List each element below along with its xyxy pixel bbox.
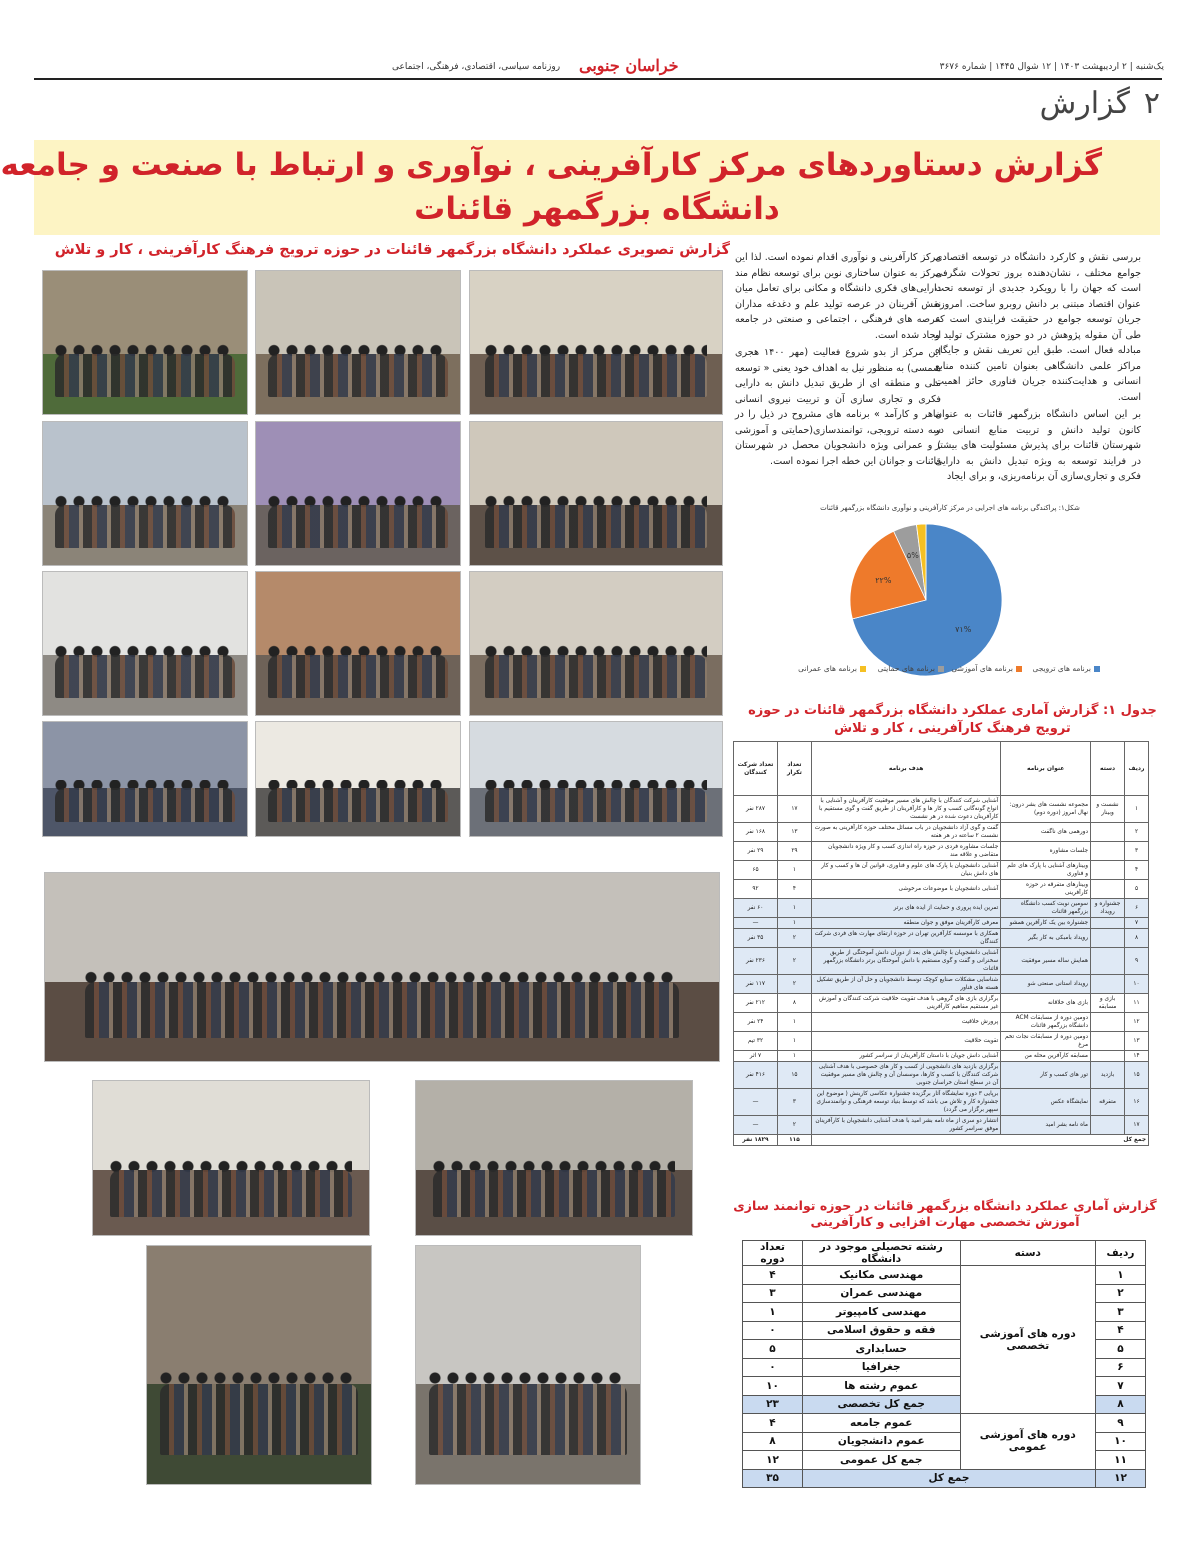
table-cell-people: —: [734, 918, 778, 929]
table-header-cell: تعداد شرکت کنندگان: [734, 742, 778, 796]
photo-courtyard-evening: [146, 1245, 372, 1485]
table-header-cell: عنوان برنامه: [1001, 742, 1091, 796]
table-row: [734, 1062, 1149, 1089]
article-column-1: [935, 250, 1141, 487]
photo-crowd: [55, 354, 235, 397]
table-cell-field: مهندسی عمران: [803, 1284, 961, 1303]
table-cell-n: ۱۲: [1125, 1013, 1149, 1032]
category-specialized: دوره های آموزشی تخصصی: [960, 1266, 1095, 1414]
table2-title: گزارش آماری عملکرد دانشگاه بزرگمهر قائنات در حوزه توانمند سازی آموزش تخصصی مهارت افزایی و کارآفرینی: [733, 1198, 1157, 1229]
table-cell-cat: [1091, 918, 1125, 929]
photo-crowd: [55, 505, 235, 548]
table-cell-row-number: ۳: [1096, 1303, 1146, 1322]
table-cell-cat: نشست و وبینار: [1091, 796, 1125, 823]
table-cell-n: ۱۳: [1125, 1032, 1149, 1051]
table-cell-count: ۴: [743, 1414, 803, 1433]
total-reps: ۱۱۵: [777, 1135, 811, 1146]
section-name: گزارش: [1039, 86, 1130, 121]
table-cell-n: ۱: [1125, 796, 1149, 823]
table-cell-field: جمع کل: [803, 1469, 1096, 1488]
table-cell-row-number: ۱۱: [1096, 1451, 1146, 1470]
table-cell-people: ۳۲ تیم: [734, 1032, 778, 1051]
table-cell-field: عموم رشته ها: [803, 1377, 961, 1396]
table-cell-count: ۰: [743, 1321, 803, 1340]
legend-swatch: [860, 666, 866, 672]
table-cell-count: ۱: [743, 1303, 803, 1322]
table-cell-row-number: ۹: [1096, 1414, 1146, 1433]
table-cell-goal: شناسایی مشکلات صنایع کوچک توسط دانشجویان و حل آن از طریق تشکیل هسته های فناور: [811, 975, 1000, 994]
table-cell-cat: [1091, 823, 1125, 842]
table-header-cell: دسته: [1091, 742, 1125, 796]
photo-speaker-in-classroom: [415, 1080, 693, 1236]
table-cell-reps: ۴: [777, 880, 811, 899]
table-cell-cat: بازدید: [1091, 1062, 1125, 1089]
table-cell-cat: [1091, 1032, 1125, 1051]
promotion-programs-table: [733, 741, 1149, 1146]
table-cell-field: عموم جامعه: [803, 1414, 961, 1433]
table-cell-title: جشنواره بین یک کارآفرین همشو: [1001, 918, 1091, 929]
table-cell-n: ۶: [1125, 899, 1149, 918]
table-cell-goal: پرورش خلاقیت: [811, 1013, 1000, 1032]
table-cell-row-number: ۱: [1096, 1266, 1146, 1285]
photo-crowd: [268, 655, 448, 698]
table-cell-count: ۴: [743, 1266, 803, 1285]
table-cell-title: دورهمی های ناگفت: [1001, 823, 1091, 842]
legend-item: [951, 664, 1022, 673]
total-label: جمع کل: [811, 1135, 1148, 1146]
photo-crowd: [433, 1170, 676, 1216]
table-total-row: [734, 1135, 1149, 1146]
table-cell-title: دومین دوره از مسابقات نجات تخم مرغ: [1001, 1032, 1091, 1051]
table-cell-people: ۴۱۶ نفر: [734, 1062, 778, 1089]
table-cell-field: مهندسی مکانیک: [803, 1266, 961, 1285]
photo-background: [256, 271, 460, 354]
issue-info: یک‌شنبه | ۲ اردیبهشت ۱۴۰۳ | ۱۲ شوال ۱۴۴۵ | شماره ۳۶۷۶: [939, 62, 1164, 72]
table-header-cell: هدف برنامه: [811, 742, 1000, 796]
table-cell-goal: جلسات مشاوره فردی در حوزه راه اندازی کسب و کار ویژه دانشجویان متقاضی و علاقه مند: [811, 842, 1000, 861]
table-cell-count: ۱۲: [743, 1451, 803, 1470]
table-row: [734, 929, 1149, 948]
table-row: [734, 1013, 1149, 1032]
table-row: [734, 994, 1149, 1013]
table-header-cell: تعداد تکرار: [777, 742, 811, 796]
table-cell-field: فقه و حقوق اسلامی: [803, 1321, 961, 1340]
table-cell-people: ۲۴ نفر: [734, 1013, 778, 1032]
photo-workshop-laptop-session: [44, 872, 720, 1062]
table-header-cell: تعداد دوره: [743, 1241, 803, 1266]
table-cell-row-number: ۸: [1096, 1395, 1146, 1414]
table-cell-people: ۷ اثر: [734, 1051, 778, 1062]
photo-courtyard-gathering: [42, 270, 248, 415]
table-cell-title: وبینارهای متفرقه در حوزه کارآفرینی: [1001, 880, 1091, 899]
table-cell-count: ۱۰: [743, 1377, 803, 1396]
total-people: ۱۸۲۹ نفر: [734, 1135, 778, 1146]
table-row: [734, 1116, 1149, 1135]
table-header-cell: دسته: [960, 1241, 1095, 1266]
photo-crowd: [485, 655, 707, 698]
table-cell-people: ۶۰ نفر: [734, 899, 778, 918]
table-cell-cat: [1091, 929, 1125, 948]
table-cell-goal: گفت و گوی آزاد دانشجویان در باب مسائل مختلف حوزه کارآفرینی به صورت نشست ۲ ساعته در هر هفته: [811, 823, 1000, 842]
table-header-cell: ردیف: [1096, 1241, 1146, 1266]
training-courses-table: [742, 1240, 1146, 1488]
table-cell-field: عموم دانشجویان: [803, 1432, 961, 1451]
table-cell-reps: ۲: [777, 1116, 811, 1135]
table-row: [734, 823, 1149, 842]
photo-background: [147, 1246, 371, 1384]
table-cell-row-number: ۷: [1096, 1377, 1146, 1396]
legend-swatch: [1016, 666, 1022, 672]
table-cell-n: ۸: [1125, 929, 1149, 948]
photo-background: [43, 422, 247, 505]
photo-background: [470, 422, 722, 505]
table-cell-reps: ۲: [777, 948, 811, 975]
article-paragraph: بر این اساس دانشگاه بزرگمهر قائنات به عنوان کانون تولید دانش و تربیت منابع انسانی در شهرستان قائنات برای پذیرش مسئولیت های بیشتر در فرایند توسعه به ویژه تبدیل دانش به دارایی فکری و تجاری‌سازی آن برنامه‌ریزی، و برای ایجاد: [935, 409, 1141, 482]
table-cell-goal: آشنایی شرکت کنندگان با چالش های مسیر موفقیت کارآفرینان و آشنایی با انواع گونه‌گانی کسب و کار ها و کارآفرینان از طریق گفت و گوی مستقیم با کارآفرینان دعوت شده در هر نشست: [811, 796, 1000, 823]
table-cell-title: وبینارهای آشنایی با پارک های علم و فناوری: [1001, 861, 1091, 880]
photo-classroom-seated-audience: [255, 270, 461, 415]
table-cell-n: ۱۴: [1125, 1051, 1149, 1062]
table-cell-row-number: ۱۰: [1096, 1432, 1146, 1451]
table-cell-goal: برگزاری بازی های گروهی با هدف تقویت خلاقیت شرکت کنندگان و آموزش غیر مستقیم مفاهیم کارآفرینی: [811, 994, 1000, 1013]
table-cell-reps: ۸: [777, 994, 811, 1013]
photo-report-caption: گزارش تصویری عملکرد دانشگاه بزرگمهر قائنات در حوزه ترویج فرهنگ کارآفرینی ، کار و تلاش: [54, 242, 730, 258]
pie-chart: [846, 520, 1006, 680]
table-cell-row-number: ۲: [1096, 1284, 1146, 1303]
photo-background: [416, 1246, 640, 1384]
table-cell-row-number: ۵: [1096, 1340, 1146, 1359]
table-cell-count: ۳: [743, 1284, 803, 1303]
page-number: ۲: [1143, 86, 1160, 121]
photo-outdoor-team-photo: [42, 421, 248, 566]
table-cell-cat: [1091, 842, 1125, 861]
table-cell-title: جلسات مشاوره: [1001, 842, 1091, 861]
table-row: [743, 1414, 1146, 1433]
legend-item: [1032, 664, 1100, 673]
section-label: [1040, 86, 1160, 121]
table1-title: جدول ۱: گزارش آماری عملکرد دانشگاه بزرگمهر قائنات در حوزه ترویج فرهنگ کارآفرینی ، کار و تلاش: [748, 703, 1157, 736]
table-row: [734, 1089, 1149, 1116]
legend-swatch: [938, 666, 944, 672]
photo-crowd: [485, 354, 707, 397]
table-cell-reps: ۱۵: [777, 1062, 811, 1089]
photo-crowd: [110, 1170, 353, 1216]
table-cell-n: ۵: [1125, 880, 1149, 899]
table-cell-people: ۲۸۷ نفر: [734, 796, 778, 823]
chart-title: شکل۱: پراکندگی برنامه های اجرایی در مرکز کارآفرینی و نوآوری دانشگاه بزرگمهر قائنات: [820, 504, 1080, 512]
table-row: [734, 880, 1149, 899]
table-cell-title: ماه نامه بشر امید: [1001, 1116, 1091, 1135]
table-cell-reps: ۱۷: [777, 796, 811, 823]
table-cell-goal: برپایی ۳ دوره نمایشگاه آثار برگزیده جشنواره عکاسی کارینش ( موضوع این جشنواره کار و تلاش می باشد که توسط بنیاد توسعه فرهنگی و توانمندسازی سپهر برگزار می گردد): [811, 1089, 1000, 1116]
legend-label: برنامه های آموزشی: [951, 664, 1013, 673]
photo-background: [256, 422, 460, 505]
masthead: [34, 54, 1164, 80]
photo-crowd: [268, 505, 448, 548]
table-cell-reps: ۱: [777, 899, 811, 918]
photo-background: [43, 722, 247, 788]
table-cell-people: ۲۹ نفر: [734, 842, 778, 861]
table-cell-reps: ۱۳: [777, 823, 811, 842]
table-cell-title: سومین نوبت کسب دانشگاه بزرگمهر قائنات: [1001, 899, 1091, 918]
table-row: [734, 796, 1149, 823]
table-cell-title: بازی های خلاقانه: [1001, 994, 1091, 1013]
table-cell-n: ۱۵: [1125, 1062, 1149, 1089]
legend-label: برنامه های حمایتی: [877, 664, 935, 673]
legend-label: برنامه های ترویجی: [1032, 664, 1091, 673]
article-paragraph: بررسی نقش و کارکرد دانشگاه در توسعه اقتصادی جوامع مختلف ، نشان‌دهنده بروز تحولات شگرفی است که جهان را با رویکرد جدیدی از توسعه تحت عنوان اقتصاد مبتنی بر دانش روبرو ساخت. امروزه جریان توسعه جوامع در حقیقت فرایندی است که طی آن مقوله پژوهش در دو حوزه مشترک تولید و مبادله فعال است. طبق این تعریف نقش و جایگاه مراکز علمی دانشگاهی بعنوان تامین کننده منابع انسانی و هدایت‌کننده جریان فناوری حائز اهمیت است.: [935, 252, 1141, 403]
photo-stage-award-ceremony: [42, 721, 248, 837]
table-cell-n: ۴: [1125, 861, 1149, 880]
photo-crowd: [485, 505, 707, 548]
table-cell-goal: آشنایی دانشجویان با چالش های بعد از دوران دانش آموختگی از طریق سخنرانی و گفت و گوی مستقیم با دانش آموختگان برتر دانشگاه بزرگمهر قائنات: [811, 948, 1000, 975]
photo-team-work-table: [92, 1080, 370, 1236]
headline-line-1: گزارش دستاوردهای مرکز کارآفرینی ، نوآوری و ارتباط با صنعت و جامعه: [0, 147, 1102, 183]
table-cell-n: ۳: [1125, 842, 1149, 861]
pie-slice-label: ۷۱%: [955, 624, 972, 634]
table-cell-people: ۲۳۶ نفر: [734, 948, 778, 975]
table-cell-n: ۱۱: [1125, 994, 1149, 1013]
legend-label: برنامه های عمرانی: [798, 664, 857, 673]
table-cell-reps: ۲: [777, 975, 811, 994]
photo-workshop-table: [469, 571, 723, 716]
photo-lecture-audience-rows: [469, 421, 723, 566]
table-cell-cat: [1091, 975, 1125, 994]
table-cell-cat: بازی و مسابقه: [1091, 994, 1125, 1013]
photo-crowd: [55, 655, 235, 698]
pie-slice-label: ۵%: [906, 550, 919, 560]
table-header-cell: ردیف: [1125, 742, 1149, 796]
photo-crowd: [85, 982, 678, 1038]
table-cell-goal: انتشار دو سری از ماه نامه بشر امید با هدف آشنایی دانشجویان با کارآفرینان موفق سراسر کشور: [811, 1116, 1000, 1135]
headline-banner: [0, 140, 1160, 235]
photo-background: [45, 873, 719, 982]
table-cell-people: ۱۶۸ نفر: [734, 823, 778, 842]
table-cell-goal: آشنایی دانشجویان با پارک های علوم و فناوری، قوانین آن ها و کسب و کار های دانش بنیان: [811, 861, 1000, 880]
table-cell-cat: [1091, 948, 1125, 975]
table-row: [743, 1266, 1146, 1285]
table-cell-n: ۷: [1125, 918, 1149, 929]
table-cell-row-number: ۶: [1096, 1358, 1146, 1377]
photo-background: [93, 1081, 369, 1170]
photo-crowd: [429, 1384, 626, 1455]
table-row: [734, 975, 1149, 994]
photo-background: [43, 572, 247, 655]
table-cell-reps: ۱: [777, 1032, 811, 1051]
table-cell-field: حسابداری: [803, 1340, 961, 1359]
table-cell-field: جغرافیا: [803, 1358, 961, 1377]
photo-background: [470, 722, 722, 788]
photo-crowd: [268, 788, 448, 822]
table-cell-cat: [1091, 880, 1125, 899]
table-row: [743, 1469, 1146, 1488]
table-cell-row-number: ۱۲: [1096, 1469, 1146, 1488]
masthead-rule: [34, 78, 1162, 80]
photo-crowd: [485, 788, 707, 822]
table-cell-n: ۱۷: [1125, 1116, 1149, 1135]
table-cell-count: ۸: [743, 1432, 803, 1451]
table-cell-people: ۱۱۷ نفر: [734, 975, 778, 994]
table-cell-n: ۹: [1125, 948, 1149, 975]
table-cell-count: ۳۵: [743, 1469, 803, 1488]
photo-large-seminar-hall: [469, 721, 723, 837]
table-cell-count: ۵: [743, 1340, 803, 1359]
table-cell-row-number: ۴: [1096, 1321, 1146, 1340]
table-cell-title: رویداد استانی صنعتی شو: [1001, 975, 1091, 994]
table-row: [734, 842, 1149, 861]
table-cell-n: ۱۶: [1125, 1089, 1149, 1116]
article-column-2: [735, 250, 941, 471]
table-cell-people: ۲۱۲ نفر: [734, 994, 778, 1013]
photo-exam-hall: [415, 1245, 641, 1485]
photo-crowd: [55, 788, 235, 822]
newspaper-logo: خراسان جنوبی: [579, 56, 679, 75]
table-cell-goal: تقویت خلاقیت: [811, 1032, 1000, 1051]
table-cell-reps: ۱: [777, 918, 811, 929]
article-paragraph: مرکز کارآفرینی و نوآوری اقدام نموده است. لذا این مرکز به عنوان ساختاری نوین برای توسعه نظام مند دارایی‌های فکری دانشگاه و مکانی برای تعامل میان نقش آفرینان در عرصه تولید علم و دغدغه مداران عرصه های فرهنگی ، اجتماعی و صنعتی در جامعه ایجاد شده است.: [735, 252, 941, 341]
table-cell-count: ۲۳: [743, 1395, 803, 1414]
table-cell-field: جمع کل عمومی: [803, 1451, 961, 1470]
table-row: [734, 918, 1149, 929]
table-cell-cat: [1091, 1116, 1125, 1135]
photo-crowd: [160, 1384, 357, 1455]
table-cell-title: تور های کسب و کار: [1001, 1062, 1091, 1089]
table-cell-people: ۶۵: [734, 861, 778, 880]
table-cell-field: مهندسی کامپیوتر: [803, 1303, 961, 1322]
table-cell-cat: [1091, 861, 1125, 880]
table-cell-cat: [1091, 1013, 1125, 1032]
table-cell-goal: آشنایی دانشجویان با موضوعات مرخوشی: [811, 880, 1000, 899]
table-cell-n: ۲: [1125, 823, 1149, 842]
table-cell-reps: ۲۹: [777, 842, 811, 861]
article-paragraph: این مرکز از بدو شروع فعالیت (مهر ۱۴۰۰ هجری شمسی) به منظور نیل به اهداف خود یعنی « توسعه ملی و منطقه ای از طریق تبدیل دانش به دارایی فکری و تجاری سازی آن و تربیت نیروی انسانی ماهر و کارآمد » برنامه های مشروح در ذیل را در سه دسته ترویجی، توانمندسازی(حمایتی و آموزشی ) و عمرانی ویژه دانشجویان محصل در شهرستان قائنات و جوانان این خطه اجرا نموده است.: [735, 347, 941, 467]
table-row: [734, 899, 1149, 918]
photo-background: [470, 572, 722, 655]
headline-line-2: دانشگاه بزرگمهر قائنات: [414, 191, 780, 227]
table-cell-people: ۳۵ نفر: [734, 929, 778, 948]
pie-slice-label: ۲۲%: [875, 575, 892, 585]
table-cell-cat: متفرقه: [1091, 1089, 1125, 1116]
legend-item: [798, 664, 866, 673]
category-general: دوره های آموزشی عمومی: [960, 1414, 1095, 1470]
table-cell-title: همایش ساله مسیر موفقیت: [1001, 948, 1091, 975]
table-cell-cat: جشنواره و رویداد: [1091, 899, 1125, 918]
table-cell-reps: ۱: [777, 1013, 811, 1032]
chart-legend: [800, 664, 1100, 678]
table-cell-reps: ۳: [777, 1089, 811, 1116]
table-cell-title: نمایشگاه عکس: [1001, 1089, 1091, 1116]
table-cell-people: —: [734, 1116, 778, 1135]
photo-library-group: [255, 571, 461, 716]
newspaper-subtitle: روزنامه سیاسی، اقتصادی، فرهنگی، اجتماعی: [392, 62, 561, 72]
table-cell-title: مسابقه کارآفرین محله من: [1001, 1051, 1091, 1062]
table-cell-people: ۹۲: [734, 880, 778, 899]
photo-crowd: [268, 354, 448, 397]
table-row: [734, 1032, 1149, 1051]
photo-hall-meeting: [255, 421, 461, 566]
table-cell-goal: معرفی کارآفرینان موفق و جوان منطقه: [811, 918, 1000, 929]
table-cell-title: مجموعه نشست های بشر درون: نهال امروز (دوره دوم): [1001, 796, 1091, 823]
table-header-cell: رشته تحصیلی موجود در دانشگاه: [803, 1241, 961, 1266]
table-cell-reps: ۲: [777, 929, 811, 948]
photo-background: [256, 722, 460, 788]
photo-background: [256, 572, 460, 655]
table-cell-goal: همکاری با موسسه کارآفرین تهران در حوزه ارتقای مهارت های فردی شرکت کنندگان: [811, 929, 1000, 948]
photo-group-photo-logo-wall: [255, 721, 461, 837]
table-cell-goal: تمرین ایده پروری و حمایت از ایده های برتر: [811, 899, 1000, 918]
table-cell-title: رویداد بامبکی به کار بگیر: [1001, 929, 1091, 948]
table-header-row: [743, 1241, 1146, 1266]
table-cell-reps: ۱: [777, 861, 811, 880]
table-row: [734, 1051, 1149, 1062]
legend-swatch: [1094, 666, 1100, 672]
table-row: [734, 861, 1149, 880]
table-cell-n: ۱۰: [1125, 975, 1149, 994]
photo-background: [43, 271, 247, 354]
legend-item: [878, 664, 944, 673]
photo-conference-table: [42, 571, 248, 716]
table-header-row: [734, 742, 1149, 796]
table-cell-cat: [1091, 1051, 1125, 1062]
table-cell-people: —: [734, 1089, 778, 1116]
table-cell-field: جمع کل تخصصی: [803, 1395, 961, 1414]
table-cell-title: دومین دوره از مسابقات ACM دانشگاه بزرگمهر قائنات: [1001, 1013, 1091, 1032]
table-row: [734, 948, 1149, 975]
photo-background: [470, 271, 722, 354]
table-cell-count: ۰: [743, 1358, 803, 1377]
table-cell-reps: ۱: [777, 1051, 811, 1062]
table-cell-goal: آشنایی دانش جویان با داستان کارآفرینان از سراسر کشور: [811, 1051, 1000, 1062]
table-cell-goal: برگزاری بازدید های دانشجویی از کسب و کار های خصوصی با هدف آشنایی شرکت کنندگان با کسب و کارها، موسسان آن و چالش های مسیر موفقیت آن در سطح استان خراسان جنوبی: [811, 1062, 1000, 1089]
photo-lecture-hall-presenter: [469, 270, 723, 415]
photo-background: [416, 1081, 692, 1170]
